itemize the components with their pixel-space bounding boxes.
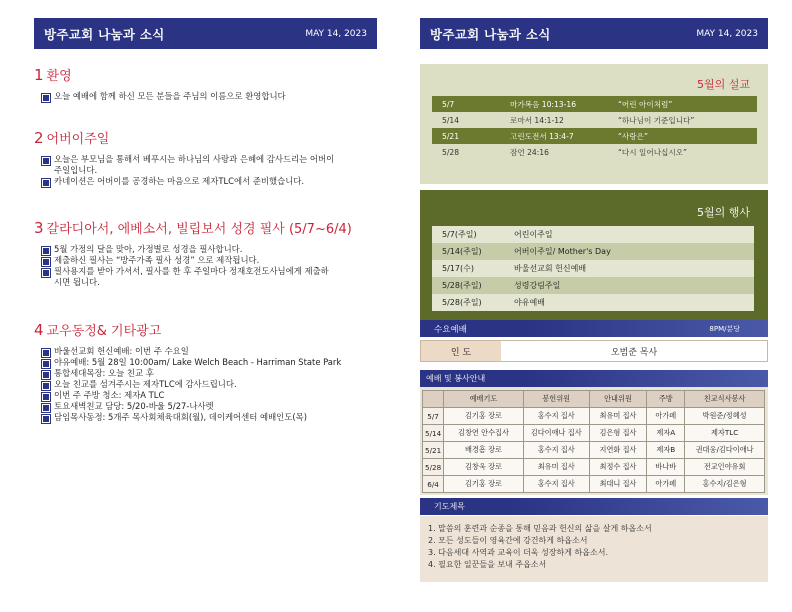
list-item: 필사용지를 받아 가셔서, 필사를 한 후 주일마다 정재호전도사님에게 제출하시면 됩니다. [42, 266, 332, 288]
section-number: 1 [34, 66, 44, 84]
section-title: 환영 [46, 69, 72, 84]
prayer-title: 기도제목 [434, 502, 465, 511]
event-name: 성령강림주일 [514, 281, 561, 290]
service-bar [420, 370, 768, 387]
service-row [423, 459, 765, 476]
service-title: 예배 및 봉사안내 [426, 374, 486, 383]
sermon-row [432, 128, 757, 144]
service-cell: 아가페 [647, 408, 685, 425]
events-box [420, 190, 768, 330]
wednesday-time: 8PM/분당 [709, 324, 740, 333]
service-header-cell: 주방 [647, 391, 685, 408]
service-cell: 김창욱 장로 [444, 459, 524, 476]
wednesday-bar [420, 320, 768, 337]
section-heading [34, 65, 377, 84]
sermon-date: 5/7 [442, 99, 455, 109]
prayer-item: 2. 모든 성도들이 영육간에 강건하게 하옵소서 [428, 536, 588, 545]
service-cell: 홍수지 집사 [523, 442, 589, 459]
service-cell: 박원준/정혜성 [685, 408, 765, 425]
sermons-box [420, 64, 768, 184]
service-cell: 5/7 [423, 408, 444, 425]
event-name: 어린이주일 [514, 230, 553, 239]
event-name: 어버이주일/ Mother's Day [514, 247, 611, 256]
sermon-title: “하나님이 기준입니다” [618, 115, 695, 125]
sermon-title: “어린 아이처럼” [618, 99, 673, 109]
service-cell: 아가페 [647, 476, 685, 493]
wednesday-label: 수요예배 [434, 324, 467, 335]
service-cell: 배경흠 장로 [444, 442, 524, 459]
right-header [420, 18, 768, 49]
prayer-list [428, 523, 760, 571]
section-title: 갈라디아서, 에베소서, 빌립보서 성경 필사 (5/7~6/4) [46, 222, 352, 237]
service-cell: 김기홍 장로 [444, 408, 524, 425]
service-cell: 권대웅/김다이애나 [685, 442, 765, 459]
service-header-cell: 친교식사봉사 [685, 391, 765, 408]
section-welcome [34, 65, 377, 102]
list-item: 5월 가정의 달을 맞아, 가정별로 성경을 필사합니다. [42, 244, 377, 255]
right-panel [420, 18, 768, 588]
service-cell: 6/4 [423, 476, 444, 493]
service-cell: 5/28 [423, 459, 444, 476]
service-header-cell: 안내위원 [589, 391, 647, 408]
service-cell: 홍수지/김은형 [685, 476, 765, 493]
event-name: 야유예배 [514, 298, 545, 307]
sermon-passage: 고린도전서 13:4-7 [510, 131, 574, 141]
sermon-date: 5/28 [442, 147, 460, 157]
list-item: 야유예배: 5월 28일 10:00am/ Lake Welch Beach - Harriman State Park [42, 357, 377, 368]
sermon-title: “다시 일어나십시오” [618, 147, 687, 157]
list-item: 토요새벽친교 담당: 5/20-바울 5/27-나사렛 [42, 401, 377, 412]
sermon-passage: 로마서 14:1-12 [510, 115, 564, 125]
leader-name: 오범준 목사 [610, 347, 658, 358]
events-title: 5월의 행사 [697, 206, 750, 219]
service-cell: 최유미 집사 [589, 408, 647, 425]
list-item: 오늘은 부모님을 통해서 베푸시는 하나님의 사랑과 은혜에 감사드리는 어버이 주일입니다. [42, 154, 342, 176]
bulletin-date: MAY 14, 2023 [696, 28, 758, 39]
service-header-cell: 예배기도 [444, 391, 524, 408]
sermon-passage: 잠언 24:16 [510, 147, 549, 157]
service-cell: 제자B [647, 442, 685, 459]
sermons-title: 5월의 설교 [697, 78, 750, 91]
service-cell: 지연화 집사 [589, 442, 647, 459]
event-row [432, 226, 754, 243]
event-date: 5/17(수) [442, 264, 474, 273]
sermon-row [432, 96, 757, 112]
prayer-box [420, 516, 768, 582]
event-row [432, 260, 754, 277]
wednesday-leader-row [420, 340, 768, 362]
event-row [432, 294, 754, 311]
section-bible-transcription [34, 218, 377, 288]
section-number: 2 [34, 129, 44, 147]
list-item: 담임목사동정: 5개주 목사회체육대회(월), 데이케어센터 예배인도(목) [42, 412, 377, 423]
event-date: 5/14(주일) [442, 247, 482, 256]
left-header [34, 18, 377, 49]
section-title: 교우동정& 기타광고 [46, 324, 162, 339]
service-cell: 5/14 [423, 425, 444, 442]
service-cell: 최유미 집사 [523, 459, 589, 476]
prayer-item: 3. 다음세대 사역과 교육이 더욱 성장하게 하옵소서. [428, 548, 608, 557]
service-cell: 김은형 집사 [589, 425, 647, 442]
service-cell: 홍수지 집사 [523, 408, 589, 425]
prayer-item: 1. 말씀의 훈련과 순종을 통해 믿음과 헌신의 삶을 살게 하옵소서 [428, 524, 652, 533]
sermon-row [432, 112, 757, 128]
list-item: 통합세대목장: 오늘 친교 후 [42, 368, 377, 379]
service-cell: 전교인야유회 [685, 459, 765, 476]
service-cell: 김기홍 장로 [444, 476, 524, 493]
bulletin-title: 방주교회 나눔과 소식 [44, 26, 165, 42]
event-date: 5/28(주일) [442, 281, 482, 290]
section-number: 3 [34, 219, 44, 237]
service-cell: 제자TLC [685, 425, 765, 442]
bulletin-date: MAY 14, 2023 [305, 28, 367, 39]
service-header-row [423, 391, 765, 408]
section-parents-day [34, 128, 377, 187]
prayer-item: 4. 필요한 일꾼들을 보내 주옵소서 [428, 560, 547, 569]
list-item: 이번 주 주방 청소: 제자A TLC [42, 390, 377, 401]
sermon-row [432, 144, 757, 160]
section-heading [34, 320, 377, 339]
event-date: 5/7(주일) [442, 230, 477, 239]
service-header-cell: 봉헌위원 [523, 391, 589, 408]
service-cell: 김창연 안수집사 [444, 425, 524, 442]
section-heading [34, 128, 377, 147]
section-church-news [34, 320, 377, 423]
service-cell: 5/21 [423, 442, 444, 459]
service-row [423, 442, 765, 459]
event-name: 바울선교회 헌신예배 [514, 264, 587, 273]
sermon-passage: 마가복음 10:13-16 [510, 99, 577, 109]
section-title: 어버이주일 [46, 132, 110, 147]
sermon-date: 5/21 [442, 131, 460, 141]
service-cell: 홍수지 집사 [523, 476, 589, 493]
section-heading [34, 218, 377, 237]
list-item: 오늘 예배에 함께 하신 모든 분들을 주님의 이름으로 환영합니다 [42, 91, 377, 102]
event-row [432, 243, 754, 260]
list-item: 카네이션은 어버이를 공경하는 마음으로 제자TLC에서 준비했습니다. [42, 176, 377, 187]
service-cell: 김다이애나 집사 [523, 425, 589, 442]
service-row [423, 425, 765, 442]
service-table [422, 390, 765, 493]
left-panel [34, 18, 377, 422]
service-row [423, 408, 765, 425]
sermon-date: 5/14 [442, 115, 460, 125]
service-cell: 최정수 집사 [589, 459, 647, 476]
service-cell: 최대니 집사 [589, 476, 647, 493]
event-row [432, 277, 754, 294]
service-header-cell [423, 391, 444, 408]
section-number: 4 [34, 321, 44, 339]
prayer-bar [420, 498, 768, 515]
service-cell: 제자A [647, 425, 685, 442]
list-item: 오늘 친교를 섬겨주시는 제자TLC에 감사드립니다. [42, 379, 377, 390]
bulletin-title: 방주교회 나눔과 소식 [430, 26, 551, 42]
list-item: 제출하신 필사는 “방주가족 필사 성경” 으로 제작됩니다. [42, 255, 377, 266]
leader-label: 인 도 [421, 341, 501, 361]
service-cell: 바나바 [647, 459, 685, 476]
sermon-title: “사랑은” [618, 131, 648, 141]
list-item: 바울선교회 헌신예배: 이번 주 수요일 [42, 346, 377, 357]
event-date: 5/28(주일) [442, 298, 482, 307]
service-row [423, 476, 765, 493]
